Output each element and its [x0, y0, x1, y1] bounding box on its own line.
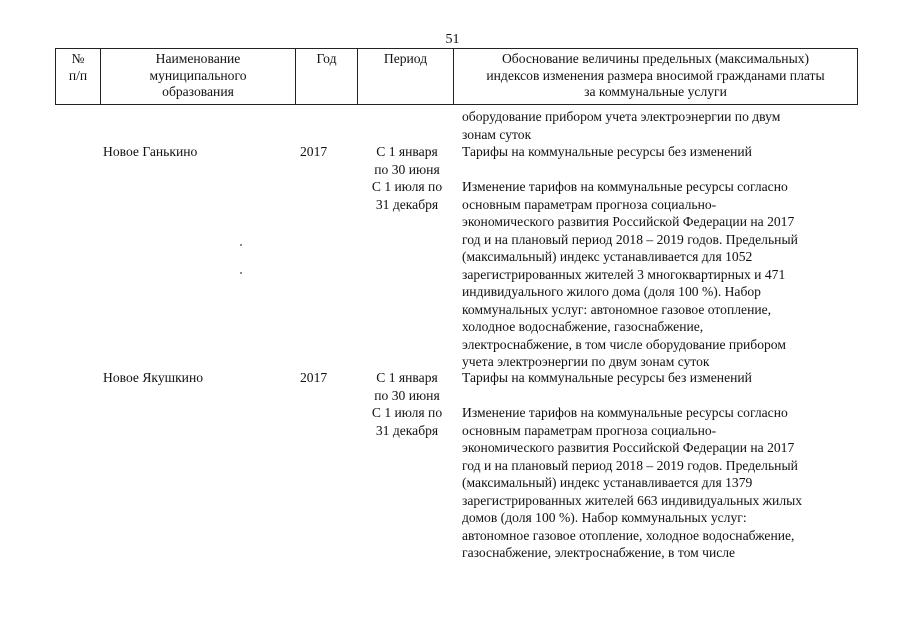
period-line: 31 декабря [375, 422, 439, 438]
period-line: С 1 июля по [371, 179, 443, 194]
text-line: холодное водоснабжение, газоснабжение, [462, 319, 704, 334]
justification-first-half: Тарифы на коммунальные ресурсы без изменений [462, 144, 752, 159]
text-line: экономического развития Российской Федерации на 2017 [462, 440, 795, 455]
text-line: коммунальных услуг: автономное газовое отопление, [462, 301, 772, 317]
header-period-label: Период [383, 51, 428, 66]
header-municipality-line: муниципального [149, 67, 247, 83]
header-number-line: № [71, 51, 85, 66]
justification-second-half [462, 404, 852, 562]
text-line: учета электроэнергии по двум зонам суток [462, 354, 710, 369]
text-line: автономное газовое отопление, холодное водоснабжение, [462, 527, 795, 543]
header-number-line: п/п [68, 67, 88, 83]
text-line: домов (доля 100 %). Набор коммунальных услуг: [462, 510, 747, 525]
text-line: год и на плановый период 2018 – 2019 годов. Предельный [462, 457, 798, 473]
text-line: газоснабжение, электроснабжение, в том числе [462, 545, 736, 560]
scan-speck [240, 272, 242, 274]
year-value: 2017 [300, 370, 328, 385]
continuation-text [462, 108, 852, 143]
text-line: электроснабжение, в том числе оборудование прибором [462, 336, 786, 352]
text-line: зонам суток [462, 126, 532, 142]
period-line: по 30 июня [374, 161, 440, 177]
table-header [55, 48, 858, 105]
period-first-half [363, 143, 451, 178]
text-line: зарегистрированных жителей 663 индивидуальных жилых [462, 492, 803, 508]
period-line: 31 декабря [375, 196, 439, 212]
text-line: Изменение тарифов на коммунальные ресурсы согласно [462, 179, 788, 194]
period-line: по 30 июня [374, 387, 440, 403]
text-line: оборудование прибором учета электроэнергии по двум [462, 109, 781, 124]
header-justification-line: индексов изменения размера вносимой гражданами платы [486, 67, 825, 83]
header-justification-line: за коммунальные услуги [584, 84, 727, 99]
text-line: экономического развития Российской Федерации на 2017 [462, 214, 795, 229]
period-line: С 1 января [376, 370, 438, 385]
header-municipality [101, 49, 296, 105]
page-number: 51 [445, 32, 460, 47]
header-municipality-line: образования [162, 84, 234, 99]
header-period [358, 49, 454, 105]
period-line: С 1 января [376, 144, 438, 159]
header-number [56, 49, 101, 105]
header-justification [454, 49, 858, 105]
justification-first-half: Тарифы на коммунальные ресурсы без изменений [462, 370, 752, 385]
year-value: 2017 [300, 144, 328, 159]
text-line: зарегистрированных жителей 3 многоквартирных и 471 [462, 266, 786, 282]
text-line: индивидуального жилого дома (доля 100 %). Набор [462, 284, 761, 299]
period-second-half [363, 178, 451, 213]
text-line: год и на плановый период 2018 – 2019 годов. Предельный [462, 231, 798, 247]
text-line: основным параметрам прогноза социально- [462, 196, 717, 212]
header-year [296, 49, 358, 105]
municipality-name: Новое Ганькино [103, 144, 198, 159]
period-second-half [363, 404, 451, 439]
header-year-label: Год [316, 51, 337, 66]
period-first-half [363, 369, 451, 404]
text-line: (максимальный) индекс устанавливается для 1379 [462, 475, 753, 490]
header-justification-line: Обоснование величины предельных (максимальных) [501, 51, 810, 66]
scan-speck [240, 244, 242, 246]
text-line: Изменение тарифов на коммунальные ресурсы согласно [462, 405, 788, 420]
text-line: (максимальный) индекс устанавливается для 1052 [462, 249, 753, 264]
header-municipality-line: Наименование [155, 51, 241, 66]
justification-second-half [462, 178, 852, 371]
municipality-name: Новое Якушкино [103, 370, 204, 385]
period-line: С 1 июля по [371, 405, 443, 420]
text-line: основным параметрам прогноза социально- [462, 422, 717, 438]
